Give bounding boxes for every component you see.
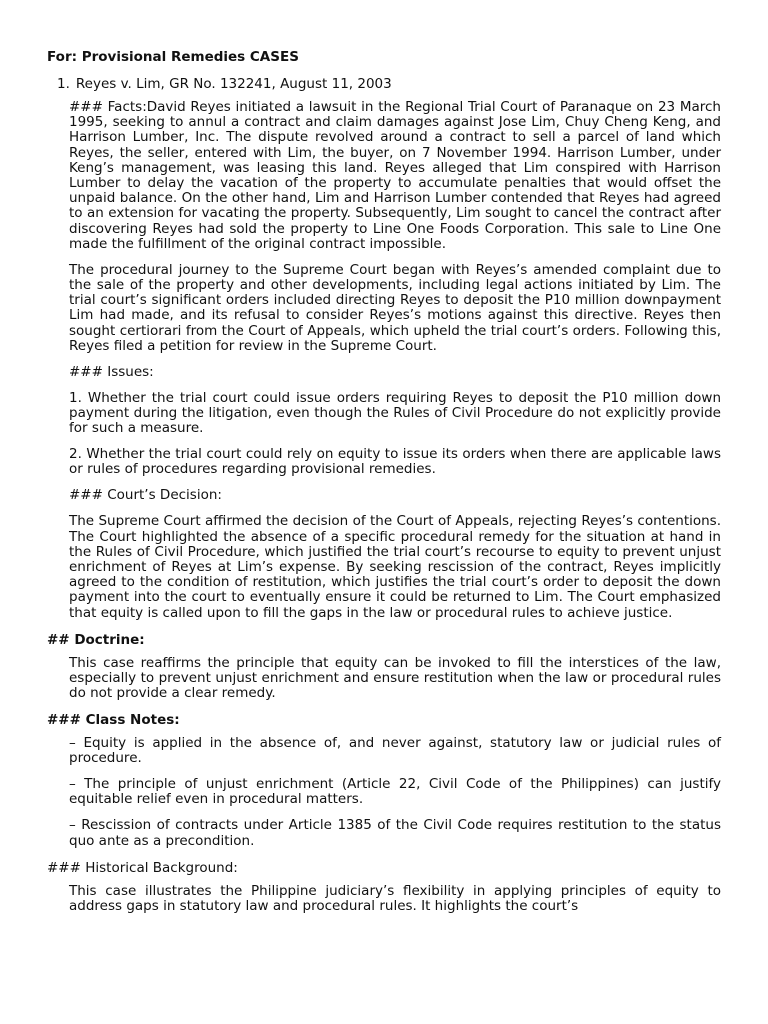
historical-background-heading: ### Historical Background: bbox=[47, 859, 238, 876]
issues-heading: ### Issues: bbox=[69, 363, 154, 380]
issue-1: 1. Whether the trial court could issue orders requiring Reyes to deposit the P10 million down payment during the litigation, even though the Rules of Civil Procedure do not explicitly provide for such a measure. bbox=[69, 389, 721, 437]
case-title: Reyes v. Lim, GR No. 132241, August 11, 2003 bbox=[75, 76, 392, 92]
class-note-1: – Equity is applied in the absence of, and never against, statutory law or judicial rules of procedure. bbox=[69, 735, 721, 767]
document-title: For: Provisional Remedies CASES bbox=[47, 49, 299, 65]
case-heading bbox=[47, 76, 721, 93]
document-body bbox=[47, 49, 721, 925]
case-number: 1. bbox=[57, 76, 70, 92]
decision-heading: ### Court’s Decision: bbox=[69, 487, 222, 504]
class-note-2: – The principle of unjust enrichment (Article 22, Civil Code of the Philippines) can justify equitable relief even in procedural matters. bbox=[69, 776, 721, 808]
facts-paragraph: ### Facts:David Reyes initiated a lawsuit in the Regional Trial Court of Paranaque on 23 March 1995, seeking to annul a contract and claim damages against Jose Lim, Chuy Cheng Keng, and Harrison Lumber, Inc. The dispute revolved around a contract to sell a parcel of land which Reyes, the seller, entered with Lim, the buyer, on 7 November 1994. Harrison Lumber, under Keng’s management, was leasing this land. Reyes alleged that Lim conspired with Harrison Lumber to delay the vacation of the property to accumulate penalties that would offset the unpaid balance. On the other hand, Lim and Harrison Lumber contended that Reyes had agreed to an extension for vacating the property. Subsequently, Lim sought to cancel the contract after discovering Reyes had sold the property to Line One Foods Corporation. This sale to Line One made the fulfillment of the original contract impossible. bbox=[69, 99, 721, 252]
decision-paragraph: The Supreme Court affirmed the decision of the Court of Appeals, rejecting Reyes’s contentions. The Court highlighted the absence of a specific procedural remedy for the situation at hand in the Rules of Civil Procedure, which justified the trial court’s recourse to equity to prevent unjust enrichment of Reyes at Lim’s expense. By seeking rescission of the contract, Reyes implicitly agreed to the condition of restitution, which justifies the trial court’s order to deposit the down payment into the court to eventually ensure it could be returned to Lim. The Court emphasized that equity is called upon to fill the gaps in the law or procedural rules to achieve justice. bbox=[69, 513, 721, 621]
class-notes-heading: ### Class Notes: bbox=[47, 712, 180, 729]
historical-background-paragraph: This case illustrates the Philippine judiciary’s flexibility in applying principles of equity to address gaps in statutory law and procedural rules. It highlights the court’s bbox=[69, 882, 721, 914]
issue-2: 2. Whether the trial court could rely on equity to issue its orders when there are applicable laws or rules of procedures regarding provisional remedies. bbox=[69, 446, 721, 478]
procedural-paragraph: The procedural journey to the Supreme Court began with Reyes’s amended complaint due to the sale of the property and other developments, including legal actions initiated by Lim. The trial court’s significant orders included directing Reyes to deposit the P10 million downpayment Lim had made, and its refusal to consider Reyes’s motions against this directive. Reyes then sought certiorari from the Court of Appeals, which upheld the trial court’s orders. Following this, Reyes filed a petition for review in the Supreme Court. bbox=[69, 261, 721, 354]
doctrine-paragraph: This case reaffirms the principle that equity can be invoked to fill the interstices of the law, especially to prevent unjust enrichment and ensure restitution when the law or procedural rules do not provide a clear remedy. bbox=[69, 654, 721, 702]
doctrine-heading: ## Doctrine: bbox=[47, 631, 145, 648]
class-note-3: – Rescission of contracts under Article 1385 of the Civil Code requires restitution to the status quo ante as a precondition. bbox=[69, 817, 721, 849]
